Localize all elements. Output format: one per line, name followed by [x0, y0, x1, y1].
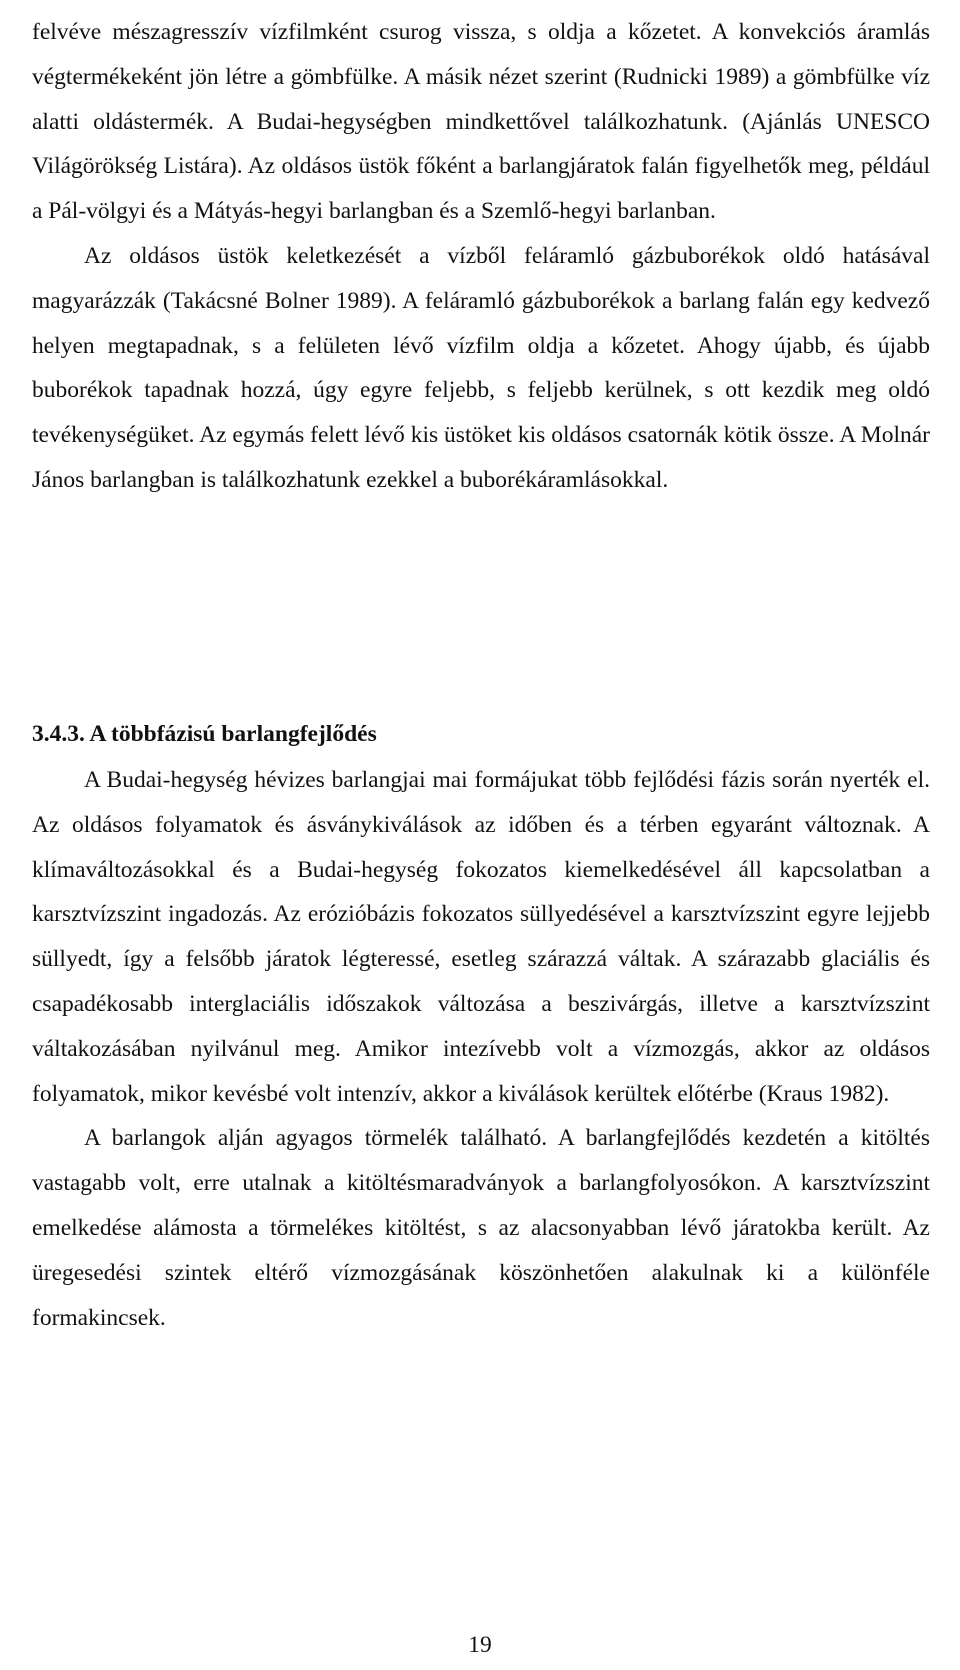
paragraph: felvéve mészagresszív vízfilmként csurog vissza, s oldja a kőzetet. A konvekciós áramlás végtermékeként jön létre a gömbfülke. A másik nézet szerint (Rudnicki 1989) a gömbfülke víz alatti oldástermék. A Budai-hegységben mindkettővel találkozhatunk. (Ajánlás UNESCO Világörökség Listára). Az oldásos üstök főként a barlangjáratok falán figyelhetők meg, például a Pál-völgyi és a Mátyás-hegyi barlangban és a Szemlő-hegyi barlanban.: [32, 19, 930, 225]
paragraph: A barlangok alján agyagos törmelék található. A barlangfejlődés kezdetén a kitöltés vastagabb volt, erre utalnak a kitöltésmaradványok a barlangfolyosókon. A karsztvízszint emelkedése alámosta a törmelékes kitöltést, s az alacsonyabban lévő járatokba került. Az üregesedési szintek eltérő vízmozgásának köszönhetően alakulnak ki a különféle formakincsek.: [32, 1125, 930, 1331]
section-title: A többfázisú barlangfejlődés: [89, 721, 377, 747]
section-number: 3.4.3.: [32, 721, 85, 747]
body-text-top: [32, 10, 930, 503]
paragraph: A Budai-hegység hévizes barlangjai mai formájukat több fejlődési fázis során nyerték el. Az oldásos folyamatok és ásványkiválások az időben és a térben egyaránt változnak. A klímaváltozásokkal és a Budai-hegység fokozatos kiemelkedésével áll kapcsolatban a karsztvízszint ingadozás. Az erózióbázis fokozatos süllyedésével a karsztvízszint egyre lejjebb süllyedt, így a felsőbb járatok légteressé, esetleg szárazzá váltak. A szárazabb glaciális és csapadékosabb interglaciális időszakok változása a beszivárgás, illetve a karsztvízszint váltakozásában nyilvánul meg. Amikor intezívebb volt a vízmozgás, akkor az oldásos folyamatok, mikor kevésbé volt intenzív, akkor a kiválások kerültek előtérbe (Kraus 1982).: [32, 767, 930, 1107]
paragraph: Az oldásos üstök keletkezését a vízből feláramló gázbuborékok oldó hatásával magyarázzák (Takácsné Bolner 1989). A feláramló gázbuborékok a barlang falán egy kedvező helyen megtapadnak, s a felületen lévő vízfilm oldja a kőzetet. Ahogy újabb, és újabb buborékok tapadnak hozzá, úgy egyre feljebb, s feljebb kerülnek, s ott kezdik meg oldó tevékenységüket. Az egymás felett lévő kis üstöket kis oldásos csatornák kötik össze. A Molnár János barlangban is találkozhatunk ezekkel a buborékáramlásokkal.: [32, 242, 930, 493]
section-heading: [32, 712, 377, 756]
body-text-section: [32, 758, 930, 1340]
page-number: 19: [468, 1632, 492, 1658]
